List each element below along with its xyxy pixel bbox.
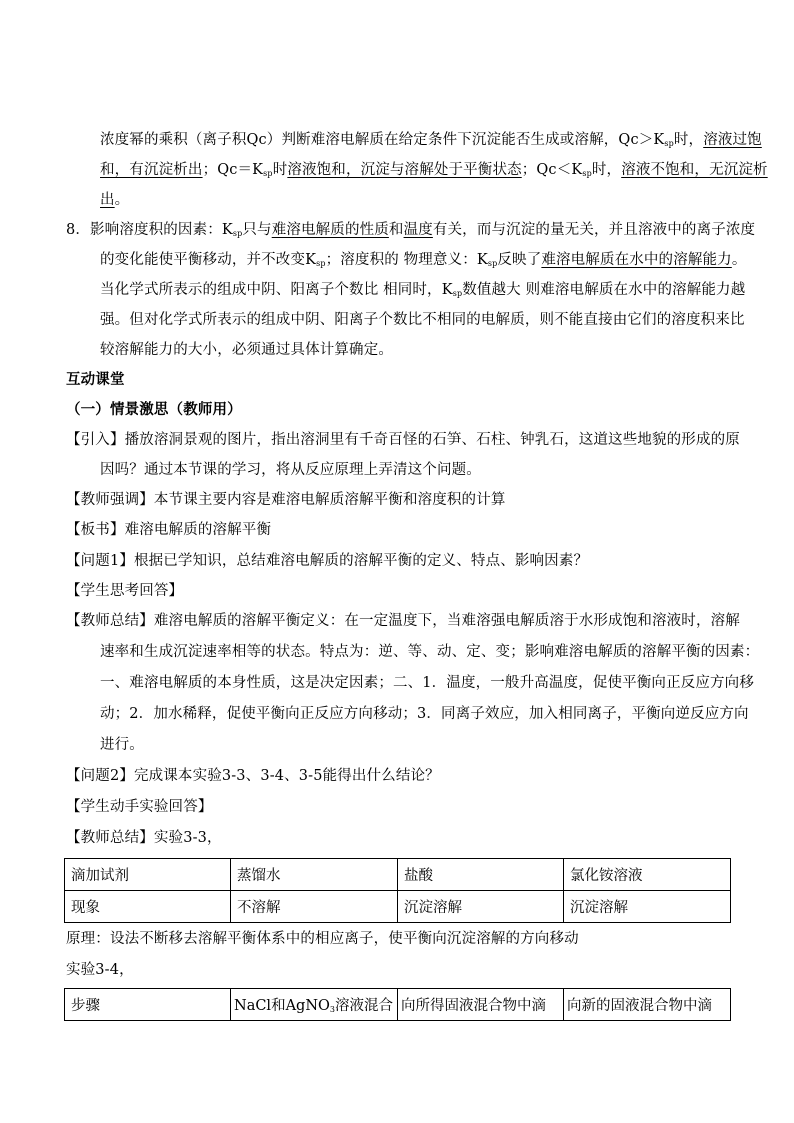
intro-line-1: 【引入】播放溶洞景观的图片，指出溶洞里有千奇百怪的石笋、石柱、钟乳石，这道这些地貌的形成的原 xyxy=(66,432,740,448)
table-cell: 向新的固液混合物中滴 xyxy=(564,989,731,1021)
summary-1-line-2: 速率和生成沉淀速率相等的状态。特点为：逆、等、动、定、变；影响难溶电解质的溶解平衡的因素： xyxy=(100,644,760,660)
table-cell: 滴加试剂 xyxy=(65,859,231,891)
table-cell: 步骤 xyxy=(65,989,231,1021)
experiment-3-4-label: 实验3-4， xyxy=(66,962,134,978)
table-cell: NaCl和AgNO$_3$溶液混合 xyxy=(231,989,398,1021)
table-cell: 氯化铵溶液 xyxy=(564,859,731,891)
table-row xyxy=(65,989,731,1021)
section-title: 互动课堂 xyxy=(66,371,125,388)
table-cell: 不溶解 xyxy=(231,891,398,923)
summary-1-line-5: 进行。 xyxy=(100,737,144,753)
ksp-rule-line-3: 出。 xyxy=(100,192,130,208)
intro-line-2: 因吗？通过本节课的学习，将从反应原理上弄清这个问题。 xyxy=(100,462,481,478)
summary-1-line-1: 【教师总结】难溶电解质的溶解平衡定义：在一定温度下，当难溶强电解质溶于水形成饱和溶液时，溶解 xyxy=(66,613,740,629)
table-cell: 沉淀溶解 xyxy=(398,891,564,923)
question-2: 【问题2】完成课本实验3-3、3-4、3-5能得出什么结论？ xyxy=(66,768,440,784)
ksp-rule-line-2: 和，有沉淀析出；$Qc=K_{sp}$时溶液饱和，沉淀与溶解处于平衡状态；$Qc<K_{sp}$时，溶液不饱和，无沉淀析 xyxy=(100,162,768,178)
board-note: 【板书】难溶电解质的溶解平衡 xyxy=(66,522,272,538)
table-row xyxy=(65,891,731,923)
experiment-3-4-table xyxy=(64,988,731,1021)
experiment-3-3-table xyxy=(64,858,731,923)
subsection-title: （一）情景激思（教师用） xyxy=(66,401,242,418)
item-8-line-1: 8．影响溶度积的因素：$K_{sp}$只与难溶电解质的性质和温度有关，而与沉淀的量无关，并且溶液中的离子浓度 xyxy=(66,222,756,238)
table-cell: 现象 xyxy=(65,891,231,923)
table-row xyxy=(65,859,731,891)
item-8-line-5: 较溶解能力的大小，必须通过具体计算确定。 xyxy=(100,342,393,358)
item-8-line-4: 强。但对化学式所表示的组成中阴、阳离子个数比不相同的电解质，则不能直接由它们的溶度积来比 xyxy=(100,312,745,328)
summary-2: 【教师总结】实验3-3， xyxy=(66,830,222,846)
item-8-line-3: 当化学式所表示的组成中阴、阳离子个数比 相同时，$K_{sp}$数值越大 则难溶电解质在水中的溶解能力越 xyxy=(100,282,746,298)
item-8-line-2: 的变化能使平衡移动，并不改变$K_{sp}$；溶度积的 物理意义：$K_{sp}$反映了难溶电解质在水中的溶解能力。 xyxy=(100,252,747,268)
question-1: 【问题1】根据已学知识，总结难溶电解质的溶解平衡的定义、特点、影响因素？ xyxy=(66,553,589,569)
table-cell: 向所得固液混合物中滴 xyxy=(398,989,564,1021)
student-answer-2: 【学生动手实验回答】 xyxy=(66,799,213,815)
table-cell: 蒸馏水 xyxy=(231,859,398,891)
ksp-rule-line-1: 浓度幂的乘积（离子积Qc）判断难溶电解质在给定条件下沉淀能否生成或溶解，$Qc>K_{sp}$时，溶液过饱 xyxy=(100,132,762,148)
table-cell: 沉淀溶解 xyxy=(564,891,731,923)
summary-1-line-3: 一、难溶电解质的本身性质，这是决定因素；二、1．温度，一般升高温度，促使平衡向正反应方向移 xyxy=(100,675,754,691)
teacher-emphasis: 【教师强调】本节课主要内容是难溶电解质溶解平衡和溶度积的计算 xyxy=(66,492,506,508)
student-answer-1: 【学生思考回答】 xyxy=(66,583,184,599)
summary-1-line-4: 动；2．加水稀释，促使平衡向正反应方向移动；3．同离子效应，加入相同离子，平衡向逆反应方向 xyxy=(100,706,749,722)
principle-text: 原理：设法不断移去溶解平衡体系中的相应离子，使平衡向沉淀溶解的方向移动 xyxy=(66,931,579,947)
table-cell: 盐酸 xyxy=(398,859,564,891)
